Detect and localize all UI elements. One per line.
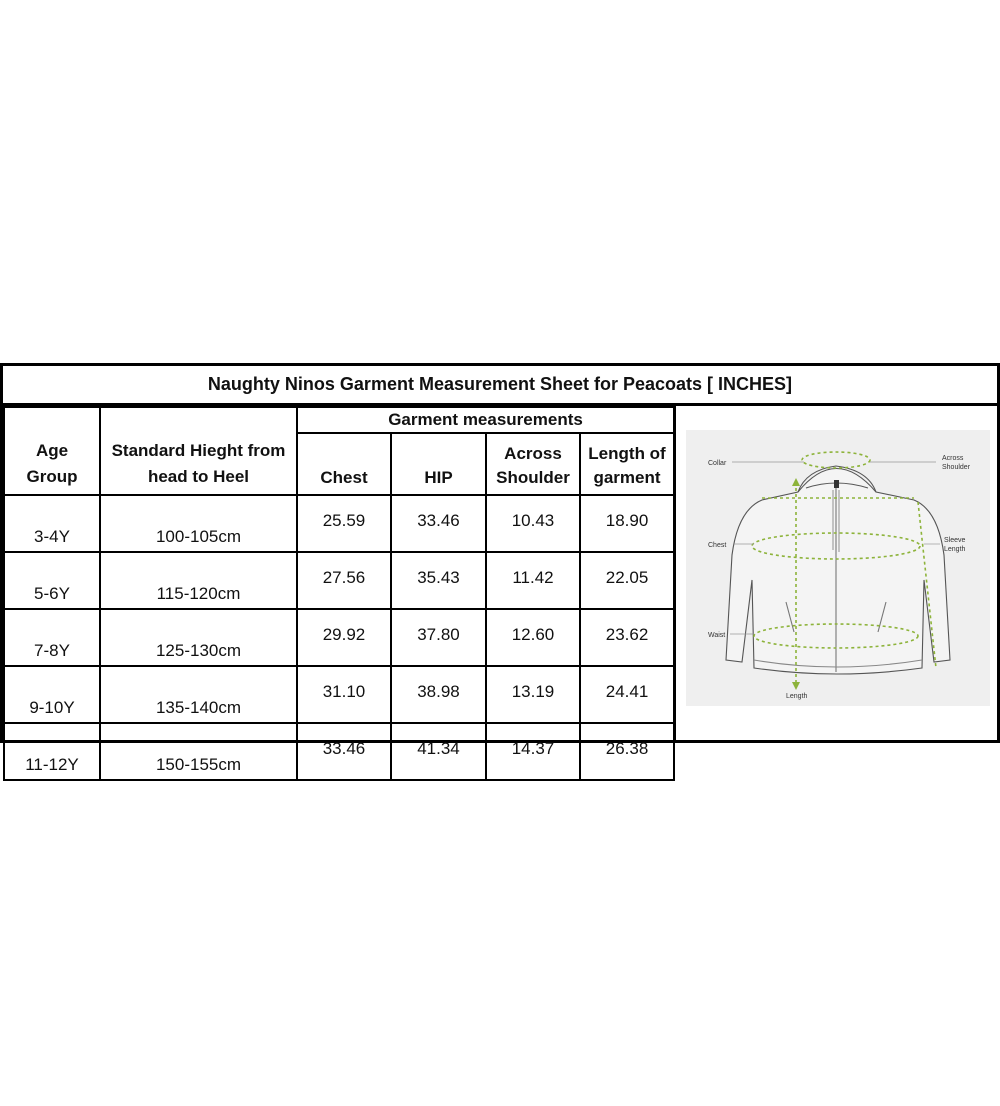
label-collar: Collar [708, 460, 727, 467]
cell-length: 26.38 [580, 723, 674, 780]
label-waist: Waist [708, 632, 726, 639]
cell-hip: 37.80 [391, 609, 486, 666]
cell-age: 9-10Y [4, 666, 100, 723]
header-across-shoulder [486, 433, 580, 495]
header-shoulder-line1: Across [504, 444, 562, 463]
cell-hip: 41.34 [391, 723, 486, 780]
cell-length: 18.90 [580, 495, 674, 552]
header-garment-measurements: Garment measurements [297, 407, 674, 433]
cell-chest: 31.10 [297, 666, 391, 723]
cell-shoulder: 10.43 [486, 495, 580, 552]
header-length-line2: garment [593, 468, 661, 487]
cell-age: 3-4Y [4, 495, 100, 552]
cell-chest: 27.56 [297, 552, 391, 609]
label-across-line2: Shoulder [942, 464, 971, 471]
cell-age: 5-6Y [4, 552, 100, 609]
cell-height: 125-130cm [100, 609, 297, 666]
header-length-line1: Length of [588, 444, 666, 463]
cell-length: 23.62 [580, 609, 674, 666]
cell-hip: 35.43 [391, 552, 486, 609]
table-row [4, 552, 674, 609]
cell-shoulder: 12.60 [486, 609, 580, 666]
measurement-sheet [0, 363, 1000, 774]
label-across-line1: Across [942, 455, 964, 462]
header-shoulder-line2: Shoulder [496, 468, 570, 487]
jacket-measurement-diagram [686, 430, 990, 706]
cell-shoulder: 14.37 [486, 723, 580, 780]
cell-length: 24.41 [580, 666, 674, 723]
cell-height: 115-120cm [100, 552, 297, 609]
header-height [100, 407, 297, 495]
diagram-cell [673, 406, 997, 740]
cell-hip: 38.98 [391, 666, 486, 723]
header-chest: Chest [297, 433, 391, 495]
label-sleeve-line2: Length [944, 546, 966, 553]
size-table [3, 406, 675, 781]
cell-age: 11-12Y [4, 723, 100, 780]
cell-length: 22.05 [580, 552, 674, 609]
label-sleeve-line1: Sleeve [944, 537, 966, 544]
header-height-line1: Standard Hieght from [111, 441, 286, 460]
header-age-line1: Age [35, 441, 69, 460]
table-row [4, 723, 674, 780]
header-height-line2: head to Heel [147, 467, 250, 486]
label-length: Length [786, 693, 808, 700]
cell-height: 135-140cm [100, 666, 297, 723]
header-length [580, 433, 674, 495]
header-age-line2: Group [26, 467, 78, 486]
cell-height: 150-155cm [100, 723, 297, 780]
sheet-title: Naughty Ninos Garment Measurement Sheet for Peacoats [ INCHES] [3, 366, 997, 406]
cell-age: 7-8Y [4, 609, 100, 666]
cell-chest: 29.92 [297, 609, 391, 666]
cell-height: 100-105cm [100, 495, 297, 552]
cell-chest: 33.46 [297, 723, 391, 780]
cell-shoulder: 13.19 [486, 666, 580, 723]
header-hip: HIP [391, 433, 486, 495]
cell-chest: 25.59 [297, 495, 391, 552]
label-chest: Chest [708, 542, 727, 549]
cell-shoulder: 11.42 [486, 552, 580, 609]
diagram-labels [686, 430, 990, 706]
table-row [4, 609, 674, 666]
cell-hip: 33.46 [391, 495, 486, 552]
header-age-group [4, 407, 100, 495]
table-row [4, 495, 674, 552]
table-row [4, 666, 674, 723]
